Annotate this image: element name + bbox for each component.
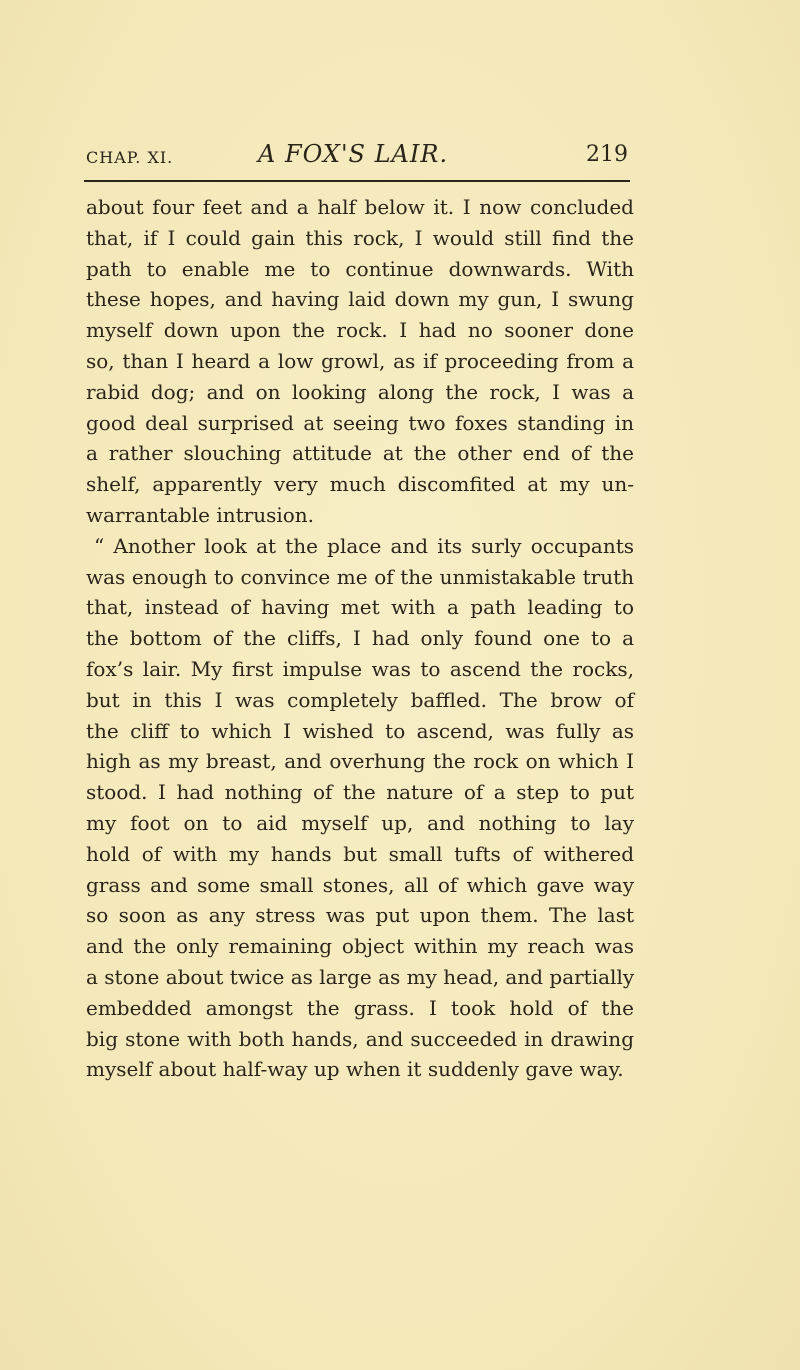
- text-line: myself down upon the rock. I had no sooner done: [86, 318, 634, 343]
- text-line: about four feet and a half below it. I now concluded: [86, 195, 634, 219]
- header-rule: [84, 180, 630, 182]
- text-line: so, than I heard a low growl, as if proceeding from a: [86, 348, 634, 373]
- text-line: good deal surprised at seeing two foxes standing in: [86, 410, 634, 435]
- body-text: [86, 192, 634, 1085]
- text-line: path to enable me to continue downwards. With: [86, 256, 634, 281]
- text-line: these hopes, and having laid down my gun, I swung: [86, 287, 634, 312]
- text-line: high as my breast, and overhung the rock on which I: [86, 749, 634, 774]
- text-line: a rather slouching attitude at the other end of the: [86, 441, 634, 466]
- text-line: stood. I had nothing of the nature of a step to put: [86, 780, 634, 805]
- text-line: so soon as any stress was put upon them. The last: [86, 903, 634, 928]
- text-line: fox’s lair. My first impulse was to ascend the rocks,: [86, 656, 634, 681]
- chapter-label: CHAP. XI.: [86, 148, 174, 167]
- text-line: a stone about twice as large as my head, and partially: [86, 964, 635, 989]
- page-number: 219: [586, 142, 628, 167]
- running-head: [86, 140, 628, 176]
- text-line: big stone with both hands, and succeeded in drawing: [86, 1026, 634, 1051]
- text-line: warrantable intrusion.: [86, 502, 315, 527]
- text-line: “ Another look at the place and its surly occupants: [94, 533, 634, 558]
- text-line: that, instead of having met with a path leading to: [86, 595, 634, 620]
- text-line: myself about half-way up when it suddenly gave way.: [86, 1057, 624, 1082]
- text-line: was enough to convince me of the unmistakable truth: [86, 564, 634, 589]
- text-line: grass and some small stones, all of which gave way: [86, 872, 634, 897]
- text-line: my foot on to aid myself up, and nothing to lay: [86, 810, 634, 835]
- text-line: that, if I could gain this rock, I would still find the: [86, 225, 634, 250]
- text-line: shelf, apparently very much discomfited at my un-: [86, 472, 634, 497]
- page-title: A FOX'S LAIR.: [258, 140, 449, 168]
- text-line: but in this I was completely baffled. The brow of: [86, 687, 634, 712]
- text-line: the bottom of the cliffs, I had only found one to a: [86, 626, 634, 651]
- text-line: and the only remaining object within my reach was: [86, 934, 634, 959]
- text-line: hold of with my hands but small tufts of withered: [86, 841, 634, 866]
- text-line: the cliff to which I wished to ascend, was fully as: [86, 718, 634, 743]
- text-line: embedded amongst the grass. I took hold of the: [86, 995, 634, 1020]
- text-line: rabid dog; and on looking along the rock, I was a: [86, 379, 634, 404]
